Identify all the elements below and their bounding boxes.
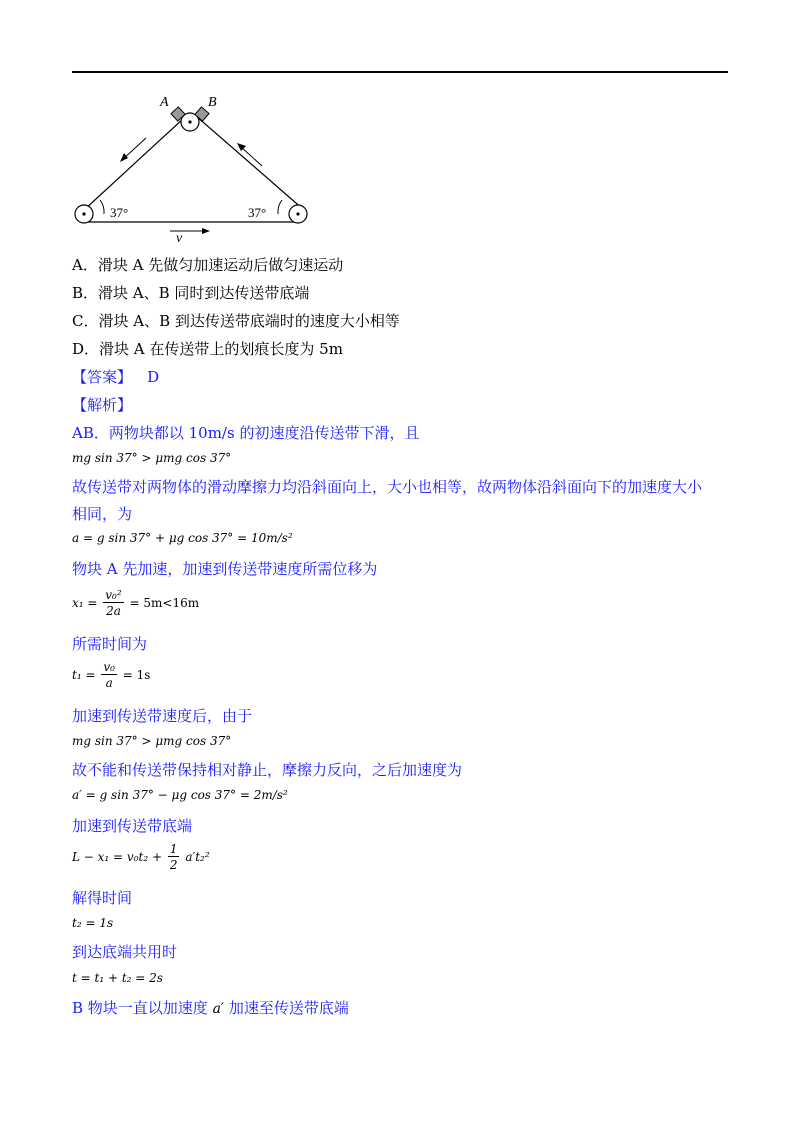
formula-7-lhs: L − x₁ = v₀t₂ + — [72, 850, 163, 864]
formula-8: t₂ = 1s — [72, 916, 114, 930]
analysis-line-5: 所需时间为 — [72, 635, 148, 653]
label-a: A — [160, 95, 169, 110]
analysis-line-7: 故不能和传送带保持相对静止，摩擦力反向，之后加速度为 — [72, 761, 463, 779]
answer-line — [72, 366, 159, 387]
formula-3-fraction — [103, 588, 123, 619]
angle-arc-right — [278, 200, 282, 214]
formula-4-fraction — [101, 660, 117, 691]
formula-7-den: 2 — [169, 858, 178, 872]
label-b: B — [208, 95, 217, 110]
formula-4-den: a — [105, 676, 113, 690]
belt-left-incline — [84, 118, 184, 210]
line-11-symbol: a′ — [212, 1001, 225, 1017]
header-rule — [72, 71, 728, 73]
option-d: D．滑块 A 在传送带上的划痕长度为 5m — [72, 340, 343, 358]
conveyor-belt-figure — [72, 92, 312, 242]
angle-arc-left — [100, 200, 104, 214]
option-c: C．滑块 A、B 到达传送带底端时的速度大小相等 — [72, 312, 400, 330]
formula-2: a = g sin 37° + μg cos 37° = 10m/s² — [72, 531, 293, 545]
left-pulley — [75, 205, 93, 223]
formula-3-lhs: x₁ = — [72, 596, 98, 610]
analysis-line-8: 加速到传送带底端 — [72, 817, 193, 835]
analysis-line-4: 物块 A 先加速，加速到传送带速度所需位移为 — [72, 560, 378, 578]
formula-3-num: v₀² — [105, 588, 122, 602]
arrow-down-left — [120, 138, 146, 162]
formula-4-rhs: = 1s — [122, 668, 151, 682]
formula-1: mg sin 37° > μmg cos 37° — [72, 451, 232, 465]
right-pulley — [289, 205, 307, 223]
formula-7-rhs: a′t₂² — [185, 850, 210, 864]
angle-right-label: 37° — [248, 205, 267, 220]
analysis-line-11 — [72, 997, 349, 1018]
analysis-line-3: 相同，为 — [72, 505, 133, 523]
analysis-line-1: AB．两物块都以 10m/s 的初速度沿传送带下滑，且 — [72, 424, 420, 442]
formula-7-fraction — [168, 842, 180, 873]
option-b: B．滑块 A、B 同时到达传送带底端 — [72, 284, 310, 302]
analysis-tag: 【解析】 — [72, 396, 133, 414]
analysis-line-2: 故传送带对两物体的滑动摩擦力均沿斜面向上，大小也相等，故两物体沿斜面向下的加速度大小 — [72, 478, 703, 496]
formula-7 — [72, 842, 210, 873]
line-11-pre: B 物块一直以加速度 — [72, 999, 208, 1017]
formula-9: t = t₁ + t₂ = 2s — [72, 971, 163, 985]
formula-4 — [72, 660, 150, 691]
velocity-label: v — [176, 231, 183, 242]
formula-3-den: 2a — [106, 604, 121, 618]
analysis-line-9: 解得时间 — [72, 889, 133, 907]
formula-4-num: v₀ — [103, 660, 115, 674]
answer-value: D — [147, 368, 160, 386]
formula-5: mg sin 37° > μmg cos 37° — [72, 734, 232, 748]
answer-tag: 【答案】 — [72, 368, 133, 386]
option-a: A．滑块 A 先做匀加速运动后做匀速运动 — [72, 256, 344, 274]
formula-4-lhs: t₁ = — [72, 668, 96, 682]
formula-7-num: 1 — [169, 842, 178, 856]
formula-6: a′ = g sin 37° − μg cos 37° = 2m/s² — [72, 788, 288, 802]
formula-3 — [72, 588, 199, 619]
formula-3-rhs: = 5m<16m — [129, 596, 200, 610]
analysis-line-6: 加速到传送带速度后，由于 — [72, 707, 253, 725]
angle-left-label: 37° — [110, 205, 129, 220]
analysis-line-10: 到达底端共用时 — [72, 943, 178, 961]
belt-right-incline — [196, 116, 304, 210]
line-11-post: 加速至传送带底端 — [228, 999, 349, 1017]
